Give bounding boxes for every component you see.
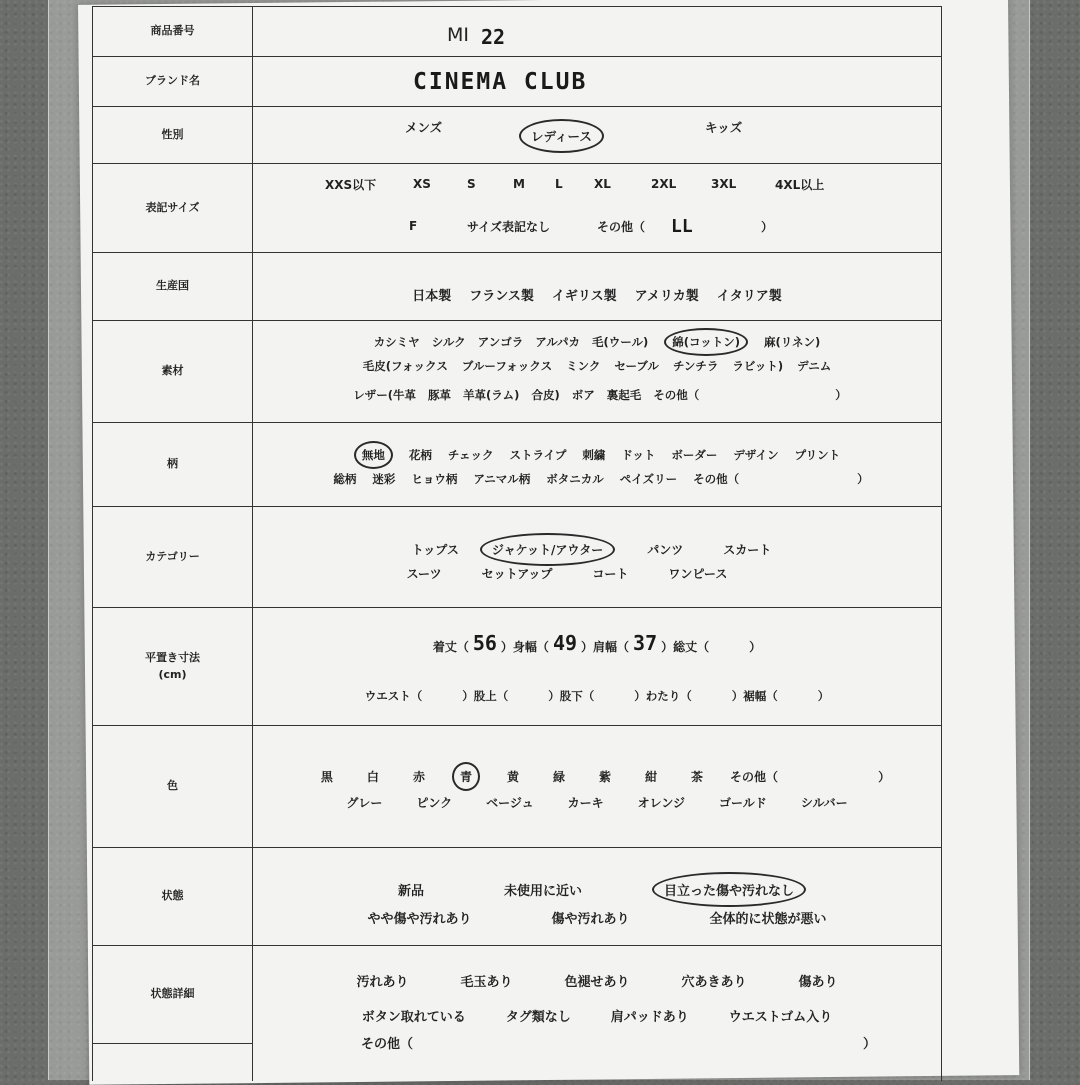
color-option-orange[interactable]: オレンジ [637, 796, 686, 810]
color-option-black[interactable]: 黒 [320, 770, 333, 784]
product-number-label: 商品番号 [93, 7, 253, 57]
color-option-brown[interactable]: 茶 [691, 770, 704, 784]
material-option-fox[interactable]: 毛皮(フォックス [362, 359, 448, 373]
measurement-inseam-label[interactable]: ）股下（ [548, 689, 595, 703]
detail-other-close: ） [863, 1036, 877, 1052]
size-option-xxs[interactable]: XXS以下 [325, 177, 377, 192]
measurement-waist-label[interactable]: ウエスト（ [364, 689, 423, 703]
pattern-option-other[interactable]: その他（ [693, 472, 740, 486]
size-other-close: ） [761, 219, 774, 234]
measurement-shoulder-value[interactable]: 37 [633, 630, 658, 655]
material-option-rabbit[interactable]: ラビット) [732, 359, 784, 373]
color-option-green[interactable]: 緑 [552, 770, 565, 784]
product-form [92, 6, 942, 1081]
condition-option-some-damage[interactable]: やや傷や汚れあり [367, 912, 472, 927]
material-option-other[interactable]: その他（ [653, 388, 700, 402]
color-option-silver[interactable]: シルバー [800, 796, 848, 810]
brand-label: ブランド名 [93, 57, 253, 107]
material-option-alpaca[interactable]: アルパカ [535, 335, 580, 349]
pattern-option-botanical[interactable]: ボタニカル [546, 472, 604, 486]
material-option-brushed[interactable]: 裏起毛 [606, 388, 642, 402]
material-option-cashmere[interactable]: カシミヤ [373, 335, 420, 349]
color-option-yellow[interactable]: 黄 [506, 770, 519, 784]
country-option-usa[interactable]: アメリカ製 [634, 289, 699, 304]
size-option-4xl[interactable]: 4XL以上 [775, 177, 825, 192]
material-option-angora[interactable]: アンゴラ [477, 335, 524, 349]
material-option-boa[interactable]: ボア [571, 388, 595, 402]
brand-handwritten: CINEMA CLUB [413, 69, 588, 95]
detail-option-shoulder-pads[interactable]: 肩パッドあり [610, 1010, 689, 1025]
country-option-uk[interactable]: イギリス製 [551, 289, 617, 304]
category-option-skirt[interactable]: スカート [723, 543, 772, 557]
pattern-option-dot[interactable]: ドット [621, 448, 656, 462]
gender-label: 性別 [93, 107, 253, 164]
category-label: カテゴリー [93, 507, 253, 608]
country-field[interactable] [253, 253, 941, 321]
material-option-blue-fox[interactable]: ブルーフォックス [461, 359, 553, 373]
pattern-other-close: ） [857, 472, 869, 486]
size-option-3xl[interactable]: 3XL [711, 177, 737, 191]
gender-option-kids[interactable]: キッズ [705, 120, 743, 135]
size-option-other[interactable]: その他（ [597, 219, 646, 234]
pattern-option-camo[interactable]: 迷彩 [372, 472, 396, 486]
pattern-option-design[interactable]: デザイン [733, 448, 779, 462]
condition-detail-label: 状態詳細 [93, 946, 253, 1044]
material-option-lamb[interactable]: 羊革(ラム) [463, 388, 520, 402]
gender-option-mens[interactable]: メンズ [405, 120, 443, 135]
material-option-mink[interactable]: ミンク [566, 359, 601, 373]
pattern-option-allover[interactable]: 総柄 [333, 472, 357, 486]
measurements-label: 平置き寸法 (cm) [93, 608, 253, 726]
detail-option-fading[interactable]: 色褪せあり [564, 975, 630, 990]
pattern-option-animal[interactable]: アニマル柄 [473, 472, 531, 486]
material-option-chinchilla[interactable]: チンチラ [672, 359, 719, 373]
size-option-xs[interactable]: XS [413, 177, 431, 191]
material-field[interactable] [253, 321, 941, 423]
condition-label: 状態 [93, 848, 253, 946]
category-option-pants[interactable]: パンツ [647, 543, 684, 557]
measurement-length-value[interactable]: 56 [472, 630, 497, 655]
detail-option-button-missing[interactable]: ボタン取れている [361, 1010, 466, 1025]
color-option-pink[interactable]: ピンク [416, 796, 453, 810]
material-other-close: ） [835, 388, 847, 402]
detail-option-stains[interactable]: 汚れあり [356, 975, 409, 990]
color-label: 色 [93, 726, 253, 848]
color-option-beige[interactable]: ベージュ [486, 796, 534, 810]
detail-option-scratches[interactable]: 傷あり [798, 975, 838, 990]
condition-field[interactable] [253, 848, 941, 946]
product-number-prefix: MI [447, 24, 469, 46]
size-option-s[interactable]: S [467, 177, 476, 191]
material-option-silk[interactable]: シルク [431, 335, 466, 349]
size-label: 表記サイズ [93, 164, 253, 253]
measurement-total-close: ） [749, 640, 762, 654]
material-option-sable[interactable]: セーブル [614, 359, 659, 373]
category-option-onepiece[interactable]: ワンピース [668, 567, 728, 581]
country-option-france[interactable]: フランス製 [469, 289, 534, 304]
size-option-m[interactable]: M [513, 177, 525, 191]
measurement-chest-label: ）身幅（ [500, 640, 549, 654]
condition-option-like-new[interactable]: 未使用に近い [503, 884, 582, 899]
measurement-thigh-label[interactable]: ）わたり（ [634, 689, 692, 703]
category-option-setup[interactable]: セットアップ [481, 567, 553, 581]
color-option-white[interactable]: 白 [366, 770, 379, 784]
color-option-gray[interactable]: グレー [346, 796, 383, 810]
pattern-option-print[interactable]: プリント [794, 448, 841, 462]
measurement-total-label: ）総丈（ [661, 640, 710, 654]
size-option-xl[interactable]: XL [594, 177, 611, 191]
color-option-gold[interactable]: ゴールド [719, 796, 767, 810]
color-option-blue-selected[interactable]: 青 [452, 762, 480, 791]
category-option-jacket-selected[interactable]: ジャケット/アウター [480, 533, 615, 566]
detail-option-holes[interactable]: 穴あきあり [681, 975, 747, 990]
pattern-option-leopard[interactable]: ヒョウ柄 [411, 472, 458, 486]
color-option-other[interactable]: その他（ [730, 770, 779, 784]
measurement-hem-label[interactable]: ）裾幅（ [731, 689, 778, 703]
country-label: 生産国 [93, 253, 253, 321]
pattern-option-check[interactable]: チェック [447, 448, 494, 462]
gender-field[interactable] [253, 107, 941, 164]
measurement-hem-close: ） [817, 689, 830, 703]
measurement-shoulder-label: ）肩幅（ [581, 640, 630, 654]
color-field[interactable] [253, 726, 941, 848]
measurement-length-label: 着丈（ [432, 640, 469, 654]
country-option-japan[interactable]: 日本製 [412, 289, 452, 304]
material-option-pigskin[interactable]: 豚革 [428, 388, 452, 402]
material-option-synthetic-leather[interactable]: 合皮) [531, 388, 560, 402]
country-option-italy[interactable]: イタリア製 [716, 289, 782, 304]
category-option-coat[interactable]: コート [592, 567, 629, 581]
material-option-linen[interactable]: 麻(リネン) [764, 335, 821, 349]
pattern-field[interactable] [253, 423, 941, 507]
size-other-handwritten: LL [671, 216, 693, 237]
measurement-chest-value[interactable]: 49 [552, 630, 578, 655]
product-number-field[interactable] [253, 7, 941, 57]
condition-option-poor[interactable]: 全体的に状態が悪い [709, 912, 827, 927]
brand-field[interactable] [253, 57, 941, 107]
color-option-navy[interactable]: 紺 [645, 770, 658, 784]
pattern-label: 柄 [93, 423, 253, 507]
material-label: 素材 [93, 321, 253, 423]
category-option-tops[interactable]: トップス [411, 543, 459, 557]
condition-detail-field[interactable] [253, 946, 941, 1081]
detail-option-no-tags[interactable]: タグ類なし [505, 1010, 571, 1025]
pattern-option-border[interactable]: ボーダー [671, 448, 718, 462]
color-option-red[interactable]: 赤 [412, 770, 425, 784]
size-option-f[interactable]: F [409, 219, 418, 233]
size-option-none[interactable]: サイズ表記なし [467, 219, 551, 234]
condition-option-no-damage-selected[interactable]: 目立った傷や汚れなし [652, 872, 806, 907]
color-other-close: ） [878, 770, 891, 784]
category-field[interactable] [253, 507, 941, 608]
material-option-denim[interactable]: デニム [797, 359, 832, 373]
measurements-unit: (cm) [158, 667, 187, 681]
detail-option-elastic-waist[interactable]: ウエストゴム入り [728, 1010, 833, 1025]
pattern-option-embroidery[interactable]: 刺繍 [582, 448, 606, 462]
material-option-wool[interactable]: 毛(ウール) [591, 335, 649, 349]
color-option-khaki[interactable]: カーキ [567, 796, 604, 810]
material-option-cotton-selected[interactable]: 綿(コットン) [664, 328, 748, 356]
pattern-option-plain-selected[interactable]: 無地 [354, 441, 393, 469]
pattern-option-floral[interactable]: 花柄 [408, 448, 432, 462]
size-option-2xl[interactable]: 2XL [651, 177, 677, 191]
pattern-option-stripe[interactable]: ストライプ [509, 448, 567, 462]
detail-option-other[interactable]: その他（ [361, 1036, 414, 1052]
size-field[interactable] [253, 164, 941, 253]
size-option-l[interactable]: L [555, 177, 563, 191]
measurements-field[interactable] [253, 608, 941, 726]
material-option-cowhide[interactable]: レザー(牛革 [353, 388, 417, 402]
measurement-rise-label[interactable]: ）股上（ [462, 689, 509, 703]
condition-detail-label-continued [93, 1044, 253, 1081]
gender-option-ladies-selected[interactable]: レディース [519, 119, 604, 153]
detail-option-pilling[interactable]: 毛玉あり [460, 975, 513, 990]
product-number-handwritten: 22 [481, 25, 506, 49]
pattern-option-paisley[interactable]: ペイズリー [619, 472, 678, 486]
color-option-purple[interactable]: 紫 [599, 770, 612, 784]
condition-option-damage[interactable]: 傷や汚れあり [551, 912, 630, 927]
category-option-suit[interactable]: スーツ [406, 567, 442, 581]
condition-option-new[interactable]: 新品 [397, 884, 424, 899]
